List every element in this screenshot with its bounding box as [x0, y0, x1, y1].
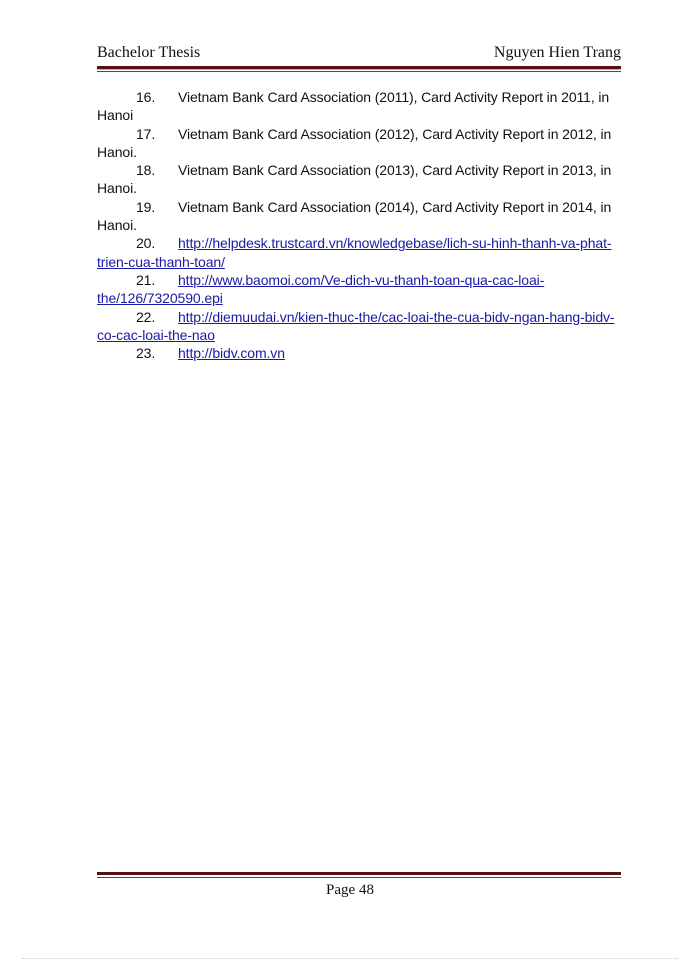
reference-number: 23.: [136, 345, 156, 362]
reference-number: 19.: [136, 198, 156, 215]
reference-link[interactable]: http://www.baomoi.com/Ve-dich-vu-thanh-toan-qua-cac-loai-: [178, 271, 545, 288]
reference-link-continued[interactable]: trien-cua-thanh-toan/: [97, 253, 225, 270]
reference-link[interactable]: http://bidv.com.vn: [178, 345, 285, 362]
header-thesis-title: Bachelor Thesis: [97, 44, 201, 61]
reference-item-23: [97, 344, 621, 362]
reference-number: 17.: [136, 125, 156, 142]
page-number: Page 48: [326, 882, 374, 898]
header-author-name: Nguyen Hien Trang: [493, 44, 621, 61]
reference-number: 21.: [136, 271, 156, 288]
reference-text-continued: Hanoi.: [97, 217, 137, 234]
reference-text: Vietnam Bank Card Association (2014), Card Activity Report in 2014, in: [178, 198, 612, 215]
reference-item-20: [97, 234, 621, 271]
reference-text-continued: Hanoi: [97, 107, 134, 124]
reference-item-19: [97, 198, 621, 235]
header-rule: [97, 66, 621, 72]
reference-number: 22.: [136, 308, 156, 325]
page-edge-divider: [22, 958, 678, 959]
reference-item-21: [97, 271, 621, 308]
reference-number: 20.: [136, 235, 156, 252]
reference-text-continued: Hanoi.: [97, 143, 137, 160]
reference-text: Vietnam Bank Card Association (2011), Card Activity Report in 2011, in: [178, 89, 610, 105]
reference-link[interactable]: http://diemuudai.vn/kien-thuc-the/cac-loai-the-cua-bidv-ngan-hang-bidv-: [178, 308, 615, 325]
footer-rule: [97, 872, 621, 878]
reference-number: 18.: [136, 162, 156, 179]
reference-text: Vietnam Bank Card Association (2013), Card Activity Report in 2013, in: [178, 162, 612, 179]
reference-link-continued[interactable]: the/126/7320590.epi: [97, 290, 223, 307]
reference-list: [97, 88, 621, 362]
reference-text-continued: Hanoi.: [97, 180, 137, 197]
reference-link-continued[interactable]: co-cac-loai-the-nao: [97, 326, 215, 343]
reference-item-16: [97, 88, 621, 125]
reference-item-18: [97, 161, 621, 198]
reference-link[interactable]: http://helpdesk.trustcard.vn/knowledgebase/lich-su-hinh-thanh-va-phat-: [178, 235, 612, 252]
reference-text: Vietnam Bank Card Association (2012), Card Activity Report in 2012, in: [178, 125, 612, 142]
reference-item-22: [97, 308, 621, 345]
reference-number: 16.: [136, 89, 156, 105]
page-header: [97, 44, 621, 62]
reference-item-17: [97, 125, 621, 162]
